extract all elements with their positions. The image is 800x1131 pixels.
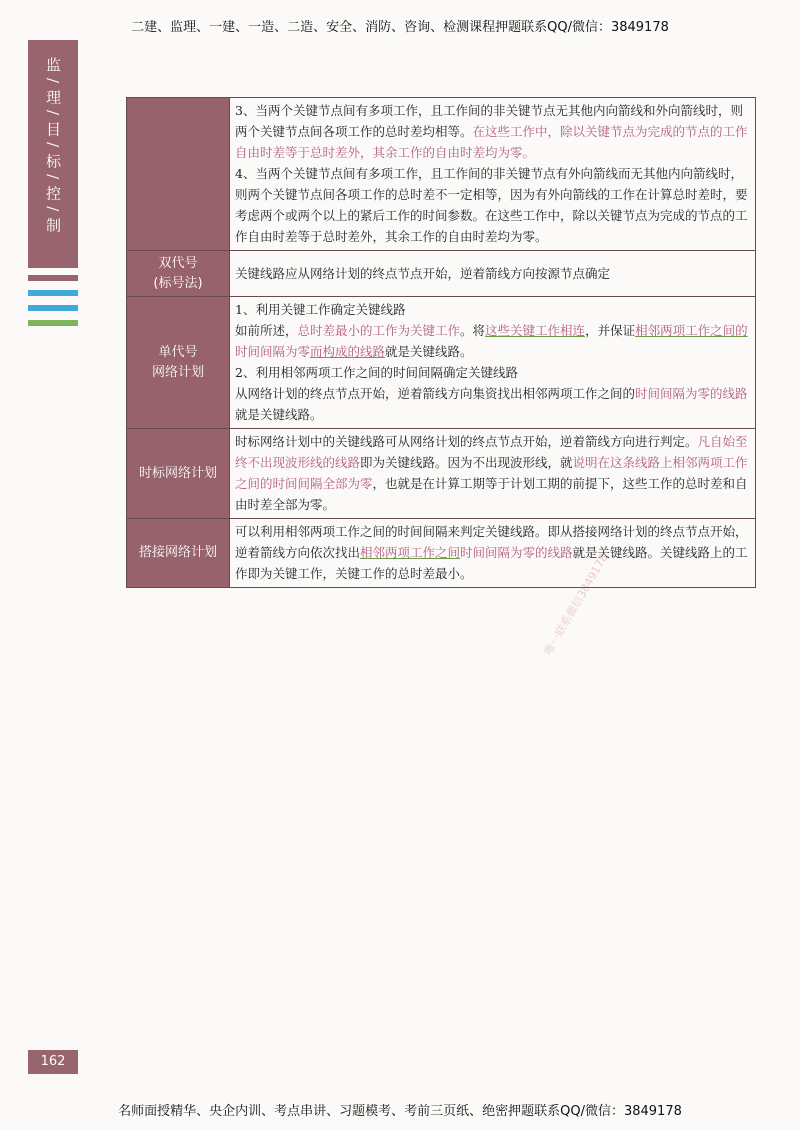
section-tab-blue-1: [28, 290, 78, 296]
row-content: [230, 98, 756, 251]
highlight-fragment: 时间间隔为零: [235, 344, 311, 359]
text-fragment: 。将: [460, 323, 486, 338]
page-footer: 名师面授精华、央企内训、考点串讲、习题模考、考前三页纸、绝密押题联系QQ/微信：3849178: [118, 1104, 682, 1119]
section-tab-mauve: [28, 275, 78, 281]
table-row: [127, 519, 756, 588]
row-label: 搭接网络计划: [127, 519, 230, 588]
method-2-text: [235, 383, 750, 425]
page-number: 162: [28, 1050, 78, 1074]
row-label-line2: (标号法): [153, 275, 203, 291]
rule-4-text: 4、当两个关键节点间有多项工作，且工作间的非关键节点有外向箭线而无其他内向箭线时，则两个关键节点间各项工作的总时差不一定相等，因为有外向箭线的工作在计算总时差时，要考虑两个或两个以上的紧后工作的时间参数。在这些工作中，除以关键节点为完成的节点的工作自由时差等于总时差外，其余工作的自由时差均为零。: [235, 166, 748, 244]
method-1-text: [235, 320, 750, 362]
highlight-fragment: 这些关键工作相连: [485, 323, 586, 338]
row-label-line1: 双代号: [158, 255, 198, 271]
row-content: [230, 429, 756, 519]
row-label: [127, 297, 230, 429]
table-row: [127, 251, 756, 297]
highlight-fragment: 说明在这条线路上相邻两项工作之间的时间间隔全部为零: [235, 455, 748, 491]
table-row: [127, 297, 756, 429]
text-fragment: ，并保证: [585, 323, 636, 338]
page-header: 二建、监理、一建、一造、二造、安全、消防、咨询、检测课程押题联系QQ/微信：3849178: [131, 20, 669, 35]
row-label-line1: 单代号: [158, 344, 198, 360]
text-fragment: 就是关键线路。关键线路上的工作即为关键工作，关键工作的总时差最小。: [235, 545, 748, 581]
watermark: 唯一联系微信3849178: [541, 551, 611, 658]
row-content: 关键线路应从网络计划的终点节点开始，逆着箭线方向按源节点确定: [230, 251, 756, 297]
highlight-fragment: 时间间隔为零的线路: [635, 386, 748, 401]
highlight-fragment: 凡自始至终不出现波形线的线路: [235, 434, 748, 470]
rule-3-highlight: 在这些工作中，除以关键节点为完成的节点的工作自由时差等于总时差外，其余工作的自由时差均为零。: [235, 124, 748, 160]
chapter-title: 监/理/目/标/控/制: [44, 57, 62, 239]
highlight-fragment: 相邻两项工作之间: [360, 545, 461, 560]
row-content: [230, 519, 756, 588]
text-fragment: 就是关键线路。: [235, 407, 323, 422]
row-content: [230, 297, 756, 429]
row-label: [127, 251, 230, 297]
section-tab-blue-2: [28, 305, 78, 311]
text-fragment: 时标网络计划中的关键线路可从网络计划的终点节点开始，逆着箭线方向进行判定。: [235, 434, 698, 449]
text-fragment: 从网络计划的终点节点开始，逆着箭线方向集资找出相邻两项工作之间的: [235, 386, 636, 401]
text-fragment: 就是关键线路。: [385, 344, 473, 359]
highlight-fragment: 而构成的线路: [310, 344, 386, 359]
section-tab-green: [28, 320, 78, 326]
table-row: [127, 98, 756, 251]
row-label: 时标网络计划: [127, 429, 230, 519]
table-row: [127, 429, 756, 519]
text-fragment: 可以利用相邻两项工作之间的时间间隔来判定关键线路。即从搭接网络计划的终点节点开始，逆着箭线方向依次找出: [235, 524, 748, 560]
text-fragment: 即为关键线路。因为不出现波形线，就: [360, 455, 573, 470]
text-fragment: 如前所述，: [235, 323, 298, 338]
row-label: [127, 98, 230, 251]
method-1-title: 1、利用关键工作确定关键线路: [235, 302, 406, 317]
highlight-fragment: 时间间隔为零的线路: [460, 545, 573, 560]
text-fragment: ，也就是在计算工期等于计划工期的前提下，这些工作的总时差和自由时差全部为零。: [235, 476, 748, 512]
chapter-sidebar: [28, 40, 78, 268]
highlight-fragment: 相邻两项工作之间的: [635, 323, 748, 338]
method-2-title: 2、利用相邻两项工作之间的时间间隔确定关键线路: [235, 365, 518, 380]
critical-path-table: [126, 97, 756, 588]
highlight-fragment: 总时差最小的工作为关键工作: [297, 323, 461, 338]
row-label-line2: 网络计划: [151, 364, 204, 380]
rule-3-text: 3、当两个关键节点间有多项工作，且工作间的非关键节点无其他内向箭线和外向箭线时，则两个关键节点间各项工作的总时差均相等。: [235, 103, 743, 139]
